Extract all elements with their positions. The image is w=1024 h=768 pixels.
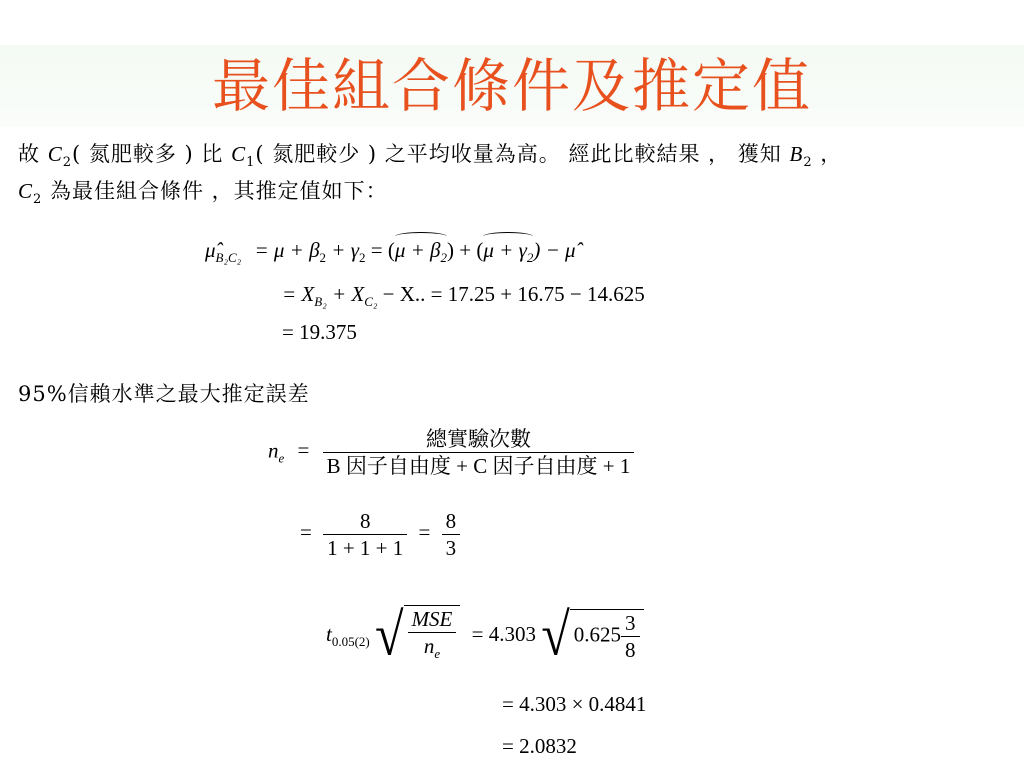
ne-row2-num2: 8 bbox=[442, 508, 461, 535]
c2-sub: 2 bbox=[62, 155, 72, 171]
ci-row-1 bbox=[326, 602, 644, 669]
hat-term-1 bbox=[395, 236, 447, 272]
est-row1-d: 2 bbox=[359, 250, 366, 266]
hat-term-2-sub: 2 bbox=[526, 250, 534, 266]
ci-ne-den bbox=[408, 633, 457, 667]
ci-ne-sub: e bbox=[434, 646, 441, 662]
intro-line-2 bbox=[18, 177, 388, 214]
est-row2-a: = X bbox=[282, 282, 315, 306]
ne-fraction bbox=[323, 426, 635, 479]
est-row2-c: + X bbox=[326, 282, 365, 306]
estimate-row-2 bbox=[282, 280, 645, 316]
est-row1-c: + γ bbox=[326, 238, 359, 262]
ci-sqrt-2-body bbox=[570, 609, 644, 663]
estimate-row-3: = 19.375 bbox=[282, 320, 357, 344]
ne-row2-den2: 3 bbox=[445, 536, 457, 560]
ci-t-sub: 0.05(2) bbox=[331, 634, 370, 650]
ci-val: 0.625 bbox=[573, 622, 622, 647]
ne-denominator: B 因子自由度 + C 因子自由度 + 1 bbox=[326, 454, 631, 478]
estimate-row-1 bbox=[205, 236, 576, 272]
hat-term-2-text: μ + γ bbox=[483, 238, 527, 262]
section-heading: 95%信賴水準之最大推定誤差 bbox=[18, 382, 310, 406]
est-row1-mid: ) + ( bbox=[447, 238, 484, 262]
mu-hat-sub: B₂C₂ bbox=[215, 250, 242, 266]
intro-line-1 bbox=[18, 140, 842, 177]
c2-sub-2: 2 bbox=[33, 192, 43, 208]
ne-row2-fraction bbox=[323, 508, 407, 561]
b2-symbol: B bbox=[789, 142, 804, 166]
sqrt-icon-2: √ bbox=[541, 602, 570, 669]
sqrt-icon: √ bbox=[375, 602, 404, 669]
est-row1-b: 2 bbox=[319, 250, 327, 266]
hat-term-2 bbox=[483, 236, 533, 272]
ne-lhs-sub: e bbox=[278, 450, 285, 466]
c2-symbol: C bbox=[47, 142, 63, 166]
hat-term-1-text: μ + β bbox=[394, 238, 441, 262]
ne-row-2 bbox=[300, 508, 460, 561]
ne-row2-fraction2 bbox=[442, 508, 461, 561]
est-row2-d: C₂ bbox=[364, 294, 378, 310]
est-row2-b: B₂ bbox=[314, 294, 327, 310]
intro-text-a: 故 bbox=[18, 142, 48, 166]
est-row1-end: ) − μ̂ bbox=[533, 238, 576, 262]
ci-row-3: = 2.0832 bbox=[502, 734, 577, 758]
est-row1-e: = ( bbox=[365, 238, 395, 262]
ci-sqrt-2 bbox=[541, 602, 643, 669]
ci-mse: MSE bbox=[408, 606, 457, 633]
ne-numerator: 總實驗次數 bbox=[323, 426, 635, 453]
c1-symbol: C bbox=[231, 142, 247, 166]
ne-row2-num: 8 bbox=[323, 508, 407, 535]
ci-small-fraction bbox=[621, 610, 640, 663]
ci-frac-num: 3 bbox=[621, 610, 640, 637]
intro-text-c: ( 氮肥較少 ) 之平均收量為高。 經此比較結果 ， 獲知 bbox=[255, 142, 790, 166]
ne-row-1 bbox=[268, 426, 634, 479]
ci-t: t bbox=[326, 621, 332, 646]
ci-sqrt-1 bbox=[375, 602, 460, 669]
ne-row2-den: 1 + 1 + 1 bbox=[327, 536, 404, 560]
intro-text-b: ( 氮肥較多 ) 比 bbox=[71, 142, 232, 166]
ci-sqrt-1-body bbox=[404, 605, 461, 667]
ci-mse-fraction bbox=[408, 606, 457, 667]
ne-lhs: n bbox=[268, 438, 279, 463]
ci-eq1: = 4.303 bbox=[471, 621, 536, 646]
ci-row-2: = 4.303 × 0.4841 bbox=[502, 692, 647, 716]
est-row1-a: = μ + β bbox=[254, 238, 320, 262]
est-row2-e: − X.. = 17.25 + 16.75 − 14.625 bbox=[377, 282, 645, 306]
ne-eq: = bbox=[297, 438, 310, 463]
intro-text-2: 為最佳組合條件 ，其推定值如下： bbox=[42, 179, 388, 203]
ci-ne: n bbox=[423, 634, 435, 658]
c2-symbol-2: C bbox=[18, 179, 34, 203]
intro-text-d: ， bbox=[812, 142, 843, 166]
hat-term-1-sub: 2 bbox=[440, 250, 448, 266]
b2-sub: 2 bbox=[803, 155, 813, 171]
c1-sub: 1 bbox=[246, 155, 256, 171]
ne-row2-eq2: = bbox=[418, 520, 431, 545]
ne-row2-eq: = bbox=[300, 520, 312, 545]
ci-frac-den: 8 bbox=[625, 638, 636, 663]
mu-hat: μ̂ bbox=[205, 238, 216, 262]
slide-title: 最佳組合條件及推定值 bbox=[211, 52, 812, 120]
